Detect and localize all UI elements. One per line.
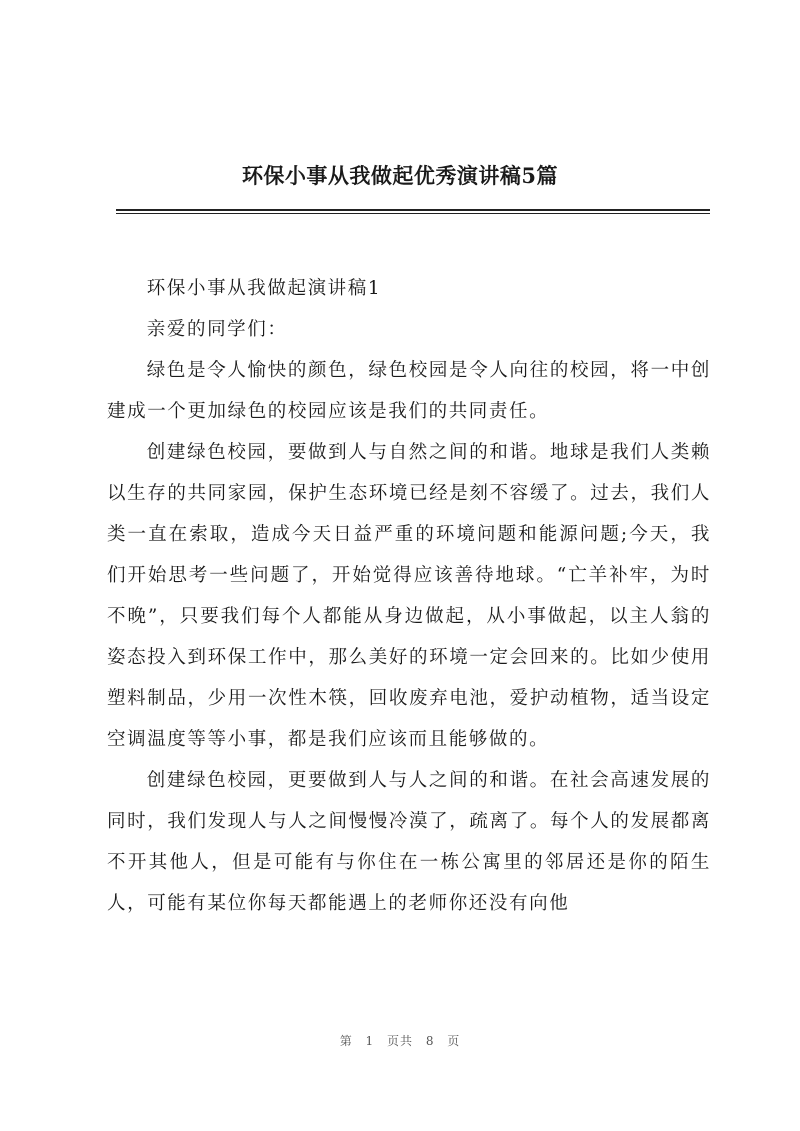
title-rule-thin (116, 213, 710, 214)
paragraph: 创建绿色校园，要做到人与自然之间的和谐。地球是我们人类赖以生存的共同家园，保护生态环境已经是刻不容缓了。过去，我们人类一直在索取，造成今天日益严重的环境问题和能源问题;今天，我们开始思考一些问题了，开始觉得应该善待地球。“亡羊补牢，为时不晚”，只要我们每个人都能从身边做起，从小事做起，以主人翁的姿态投入到环保工作中，那么美好的环境一定会回来的。比如少使用塑料制品，少用一次性木筷，回收废弃电池，爱护动植物，适当设定空调温度等等小事，都是我们应该而且能够做的。 (107, 442, 711, 750)
section-heading: 环保小事从我做起演讲稿1 (146, 278, 382, 299)
document-title: 环保小事从我做起优秀演讲稿5篇 (241, 163, 559, 188)
title-rule-thick (116, 209, 710, 211)
paragraph: 绿色是令人愉快的颜色，绿色校园是令人向往的校园，将一中创建成一个更加绿色的校园应该是我们的共同责任。 (107, 360, 711, 422)
page-footer: 第 1 页共 8 页 (339, 1034, 461, 1048)
salutation: 亲爱的同学们： (146, 319, 288, 340)
document-body (107, 268, 711, 924)
paragraph: 创建绿色校园，更要做到人与人之间的和谐。在社会高速发展的同时，我们发现人与人之间慢慢冷漠了，疏离了。每个人的发展都离不开其他人，但是可能有与你住在一栋公寓里的邻居还是你的陌生人，可能有某位你每天都能遇上的老师你还没有向他 (107, 770, 711, 914)
